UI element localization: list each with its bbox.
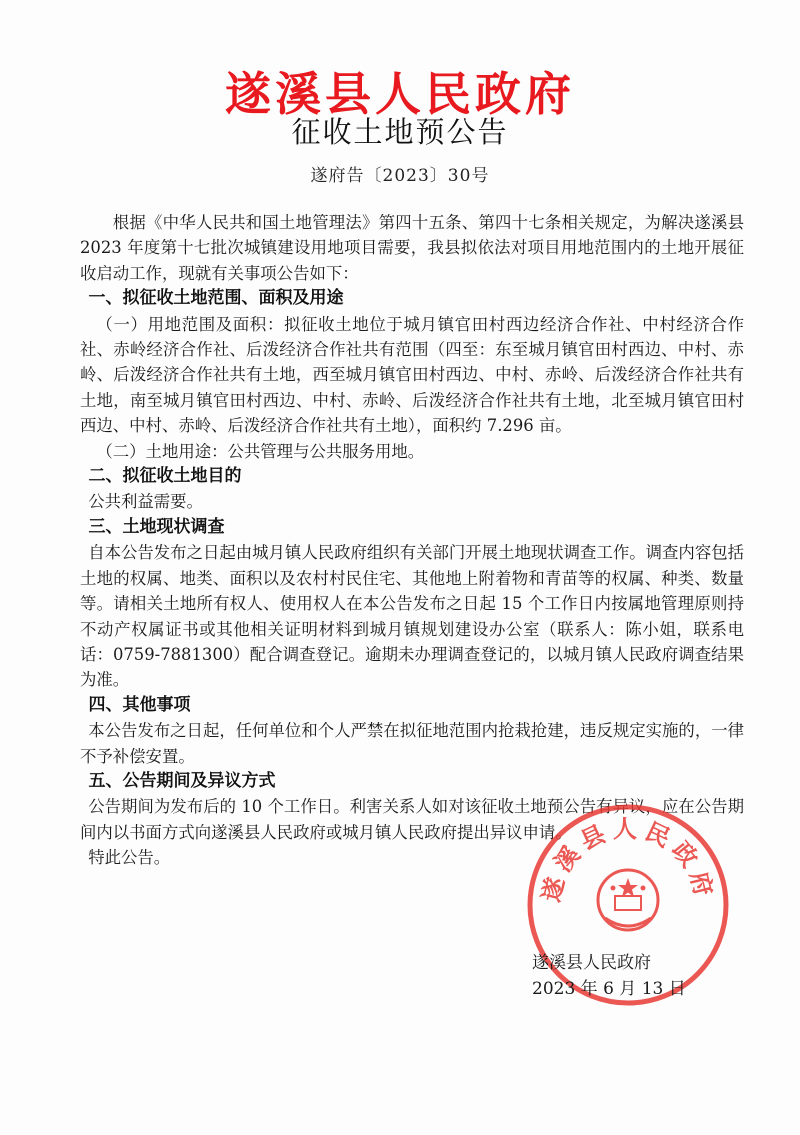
- section2-text: 公共利益需要。: [88, 492, 203, 512]
- signature-org: 遂溪县人民政府: [532, 953, 651, 973]
- issuer-title: 遂溪县人民政府: [225, 67, 575, 121]
- national-emblem-icon: [598, 870, 658, 930]
- section1-item2: （二）土地用途：公共管理与公共服务用地。: [96, 441, 425, 461]
- closing-text: 特此公告。: [88, 848, 171, 868]
- section4-heading: 四、其他事项: [88, 694, 191, 715]
- notice-title: 征收土地预公告: [291, 115, 509, 149]
- section5-heading: 五、公告期间及异议方式: [88, 770, 276, 791]
- section2-heading: 二、拟征收土地目的: [88, 466, 242, 487]
- signature-block: [532, 950, 732, 1002]
- intro-paragraph: 根据《中华人民共和国土地管理法》第四十五条、第四十七条相关规定，为解决遂溪县 2023 年度第十七批次城镇建设用地项目需要，我县拟依法对项目用地范围内的土地开展征收启动工作，现就有关事项公告如下：: [80, 213, 744, 283]
- signature-date: 2023 年 6 月 13 日: [532, 979, 686, 999]
- svg-text:遂溪县人民政府: 遂溪县人民政府: [537, 815, 719, 905]
- section3-heading: 三、土地现状调查: [88, 516, 225, 537]
- section5-text: 公告期间为发布后的 10 个工作日。利害关系人如对该征收土地预公告有异议，应在公告期间内以书面方式向遂溪县人民政府或城月镇人民政府提出异议申请。: [80, 797, 744, 842]
- section3-text: 自本公告发布之日起由城月镇人民政府组织有关部门开展土地现状调查工作。调查内容包括土地的权属、地类、面积以及农村村民住宅、其他地上附着物和青苗等的权属、种类、数量等。请相关土地所有权人、使用权人在本公告发布之日起 15 个工作日内按属地管理原则持不动产权属证书或其他相关证明材料到城月镇规划建设办公室（联系人：陈小姐，联系电话：0759-7881300）配合调查登记。逾期未办理调查登记的，以城月镇人民政府调查结果为准。: [80, 543, 744, 690]
- document-number: 遂府告〔2023〕30号: [310, 166, 490, 186]
- section1-heading: 一、拟征收土地范围、面积及用途: [88, 288, 344, 309]
- notice-body: [80, 210, 744, 871]
- section1-item1: （一）用地范围及面积：拟征收土地位于城月镇官田村西边经济合作社、中村经济合作社、赤岭经济合作社、后泼经济合作社共有范围（四至：东至城月镇官田村西边、中村、赤岭、后泼经济合作社共有土地，西至城月镇官田村西边、中村、赤岭、后泼经济合作社共有土地，南至城月镇官田村西边、中村、赤岭、后泼经济合作社共有土地，北至城月镇官田村西边、中村、赤岭、后泼经济合作社共有土地），面积约 7.296 亩。: [80, 314, 744, 436]
- section4-text: 本公告发布之日起，任何单位和个人严禁在拟征地范围内抢栽抢建，违反规定实施的，一律不予补偿安置。: [80, 721, 744, 766]
